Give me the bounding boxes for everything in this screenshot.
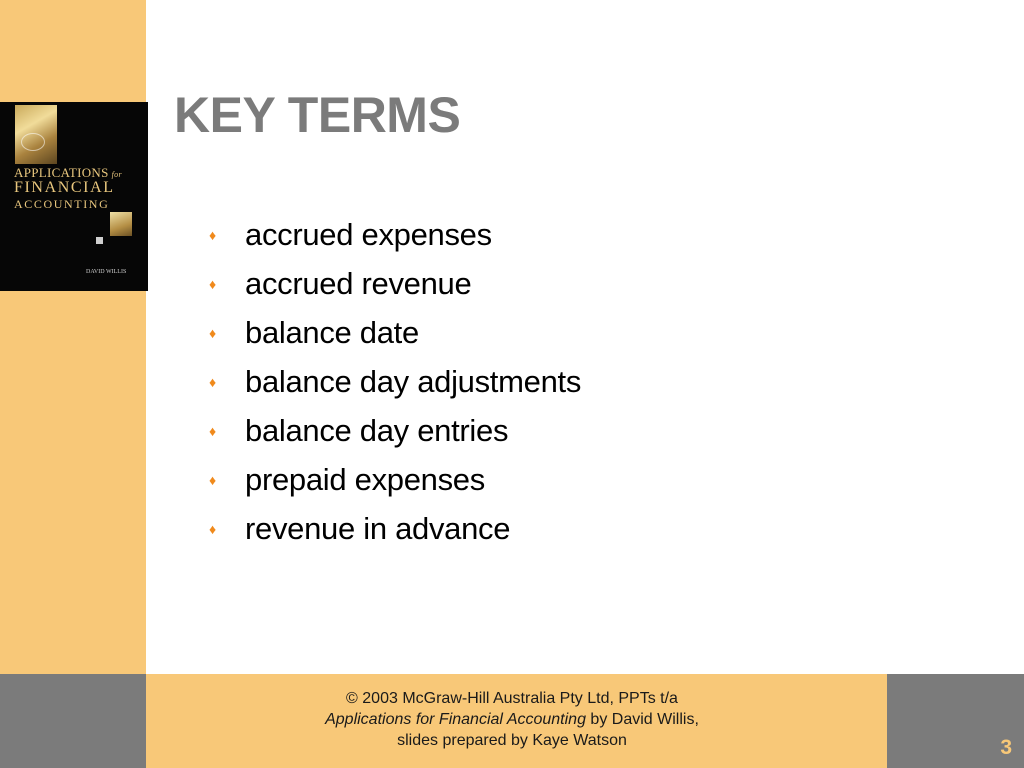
cover-author: DAVID WILLIS [86, 269, 127, 275]
footer-copyright [146, 688, 878, 751]
term-text: balance day entries [245, 412, 509, 448]
slide-title: KEY TERMS [174, 87, 461, 143]
book-cover-image [0, 102, 148, 291]
term-text: balance day adjustments [245, 363, 582, 399]
cover-small-photo [110, 212, 132, 236]
footer-line2 [146, 709, 878, 730]
term-text: balance date [245, 314, 419, 350]
cover-title-line1: APPLICATIONS for [14, 165, 122, 180]
diamond-bullet-icon: ♦ [209, 520, 217, 537]
diamond-bullet-icon: ♦ [209, 373, 217, 390]
footer-line1: © 2003 McGraw-Hill Australia Pty Ltd, PPTs t/a [346, 690, 678, 707]
list-item [207, 259, 581, 308]
cover-square-dot [96, 237, 103, 244]
diamond-bullet-icon: ♦ [209, 275, 217, 292]
list-item [207, 210, 581, 259]
term-text: revenue in advance [245, 510, 511, 546]
glasses-photo [15, 105, 57, 164]
list-item [207, 455, 581, 504]
list-item [207, 406, 581, 455]
key-terms-list [207, 210, 581, 553]
footer-left-block [0, 674, 146, 768]
term-text: accrued revenue [245, 265, 472, 301]
diamond-bullet-icon: ♦ [209, 226, 217, 243]
list-item [207, 504, 581, 553]
footer-author: by David Willis, [585, 711, 699, 728]
cover-title-line2: FINANCIAL [14, 179, 115, 196]
cover-title-line3: ACCOUNTING [14, 197, 110, 211]
term-text: prepaid expenses [245, 461, 485, 497]
page-number: 3 [1000, 736, 1012, 759]
footer-book-title: Applications for Financial Accounting [325, 711, 586, 728]
diamond-bullet-icon: ♦ [209, 324, 217, 341]
diamond-bullet-icon: ♦ [209, 422, 217, 439]
term-text: accrued expenses [245, 216, 492, 252]
footer-line3: slides prepared by Kaye Watson [397, 732, 627, 749]
list-item [207, 357, 581, 406]
list-item [207, 308, 581, 357]
diamond-bullet-icon: ♦ [209, 471, 217, 488]
